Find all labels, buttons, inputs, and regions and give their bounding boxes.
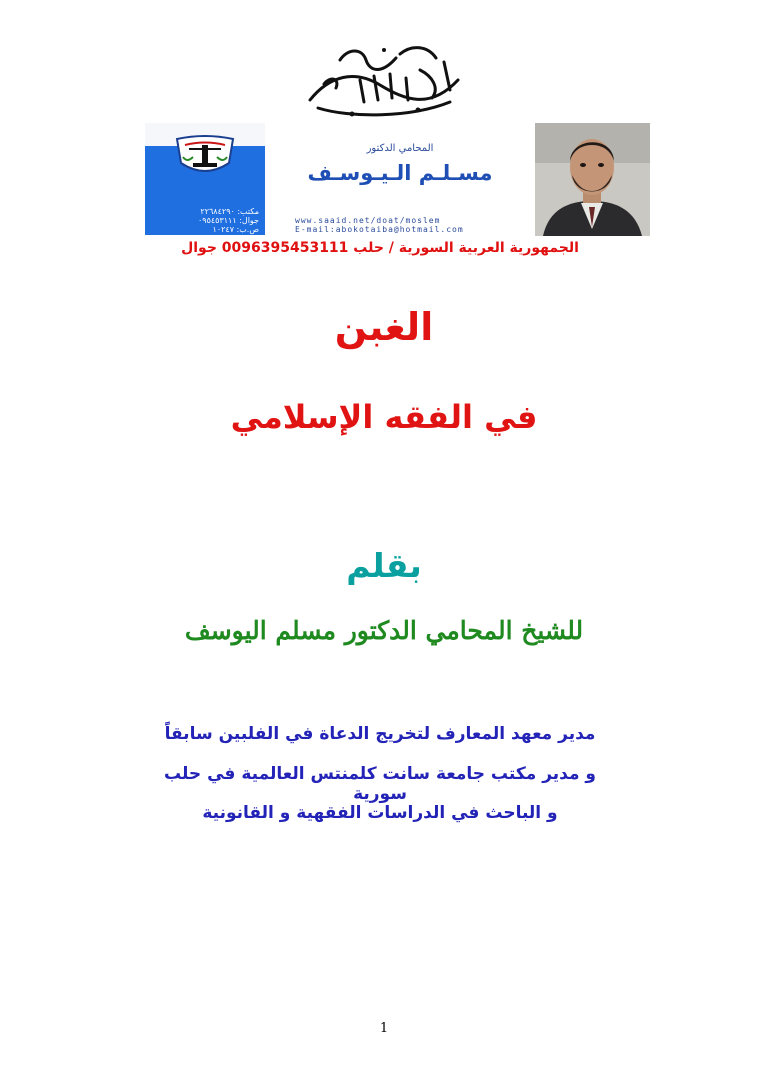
author-photo (535, 123, 650, 236)
letterhead-center (275, 143, 525, 235)
lawyer-name: مسـلـم الـيـوسـف (307, 161, 493, 185)
address-line: الجمهورية العربية السورية / حلب 0096395453111 جوال (181, 240, 579, 256)
logo-contact-line: مكتب: ٢٢٦٨٤٢٩٠ (200, 207, 259, 216)
lawyer-title: المحامي الدكتور (366, 143, 434, 154)
page-number: 1 (379, 1021, 389, 1036)
basmala-calligraphy (300, 40, 468, 124)
logo-contact-info (151, 207, 259, 234)
author-bio-line: و الباحث في الدراسات الفقهية و القانونية (202, 803, 558, 823)
author-bio-line: مدير معهد المعارف لتخريج الدعاة في الفلبين سابقاً (164, 724, 596, 744)
by-label: بقلم (346, 546, 422, 585)
scales-of-justice-icon (173, 133, 237, 177)
logo-contact-line: ص.ب: ١٠٢٤٧ (212, 225, 259, 234)
author-bio-line: و مدير مكتب جامعة سانت كلمنتس العالمية في حلب سورية (164, 764, 596, 804)
author-name: للشيخ المحامي الدكتور مسلم اليوسف (184, 616, 584, 645)
logo-contact-line: جوال: ٠٩٥٤٥٣١١١ (197, 216, 259, 225)
website-url: www.saaid.net/doat/moslem (295, 216, 441, 225)
email-address: E-mail:abokotaiba@hotmail.com (295, 225, 464, 234)
document-title: الغبن (334, 305, 434, 349)
document-subtitle: في الفقه الإسلامي (230, 398, 538, 436)
law-office-logo (145, 123, 265, 235)
